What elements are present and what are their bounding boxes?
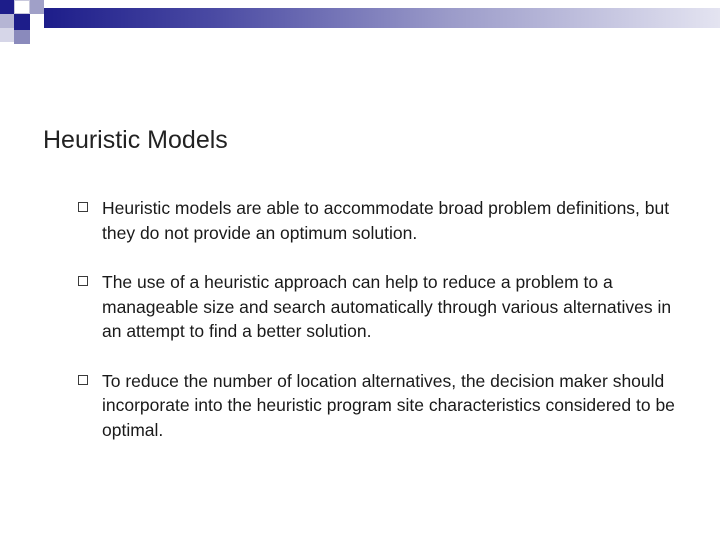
hollow-square-icon [78, 276, 88, 286]
slide-title: Heuristic Models [43, 126, 228, 154]
bullet-item [78, 196, 678, 245]
header-gradient-bar [44, 8, 720, 28]
bullet-list [78, 196, 678, 467]
bullet-text: To reduce the number of location alternatives, the decision maker should incorporate into the heuristic program site characteristics considered to be optimal. [102, 370, 675, 440]
bullet-item [78, 270, 678, 344]
hollow-square-icon [78, 375, 88, 385]
decorative-square [0, 0, 14, 14]
decorative-square [14, 30, 30, 44]
decorative-square [14, 0, 30, 14]
decorative-square [0, 28, 14, 42]
hollow-square-icon [78, 202, 88, 212]
bullet-item [78, 369, 678, 443]
decorative-square [0, 14, 14, 28]
decorative-square [30, 0, 44, 14]
decorative-square [14, 14, 30, 30]
bullet-text: Heuristic models are able to accommodate broad problem definitions, but they do not provide an optimum solution. [102, 198, 670, 243]
bullet-text: The use of a heuristic approach can help to reduce a problem to a manageable size and search automatically through various alternatives in an attempt to find a better solution. [102, 272, 672, 341]
